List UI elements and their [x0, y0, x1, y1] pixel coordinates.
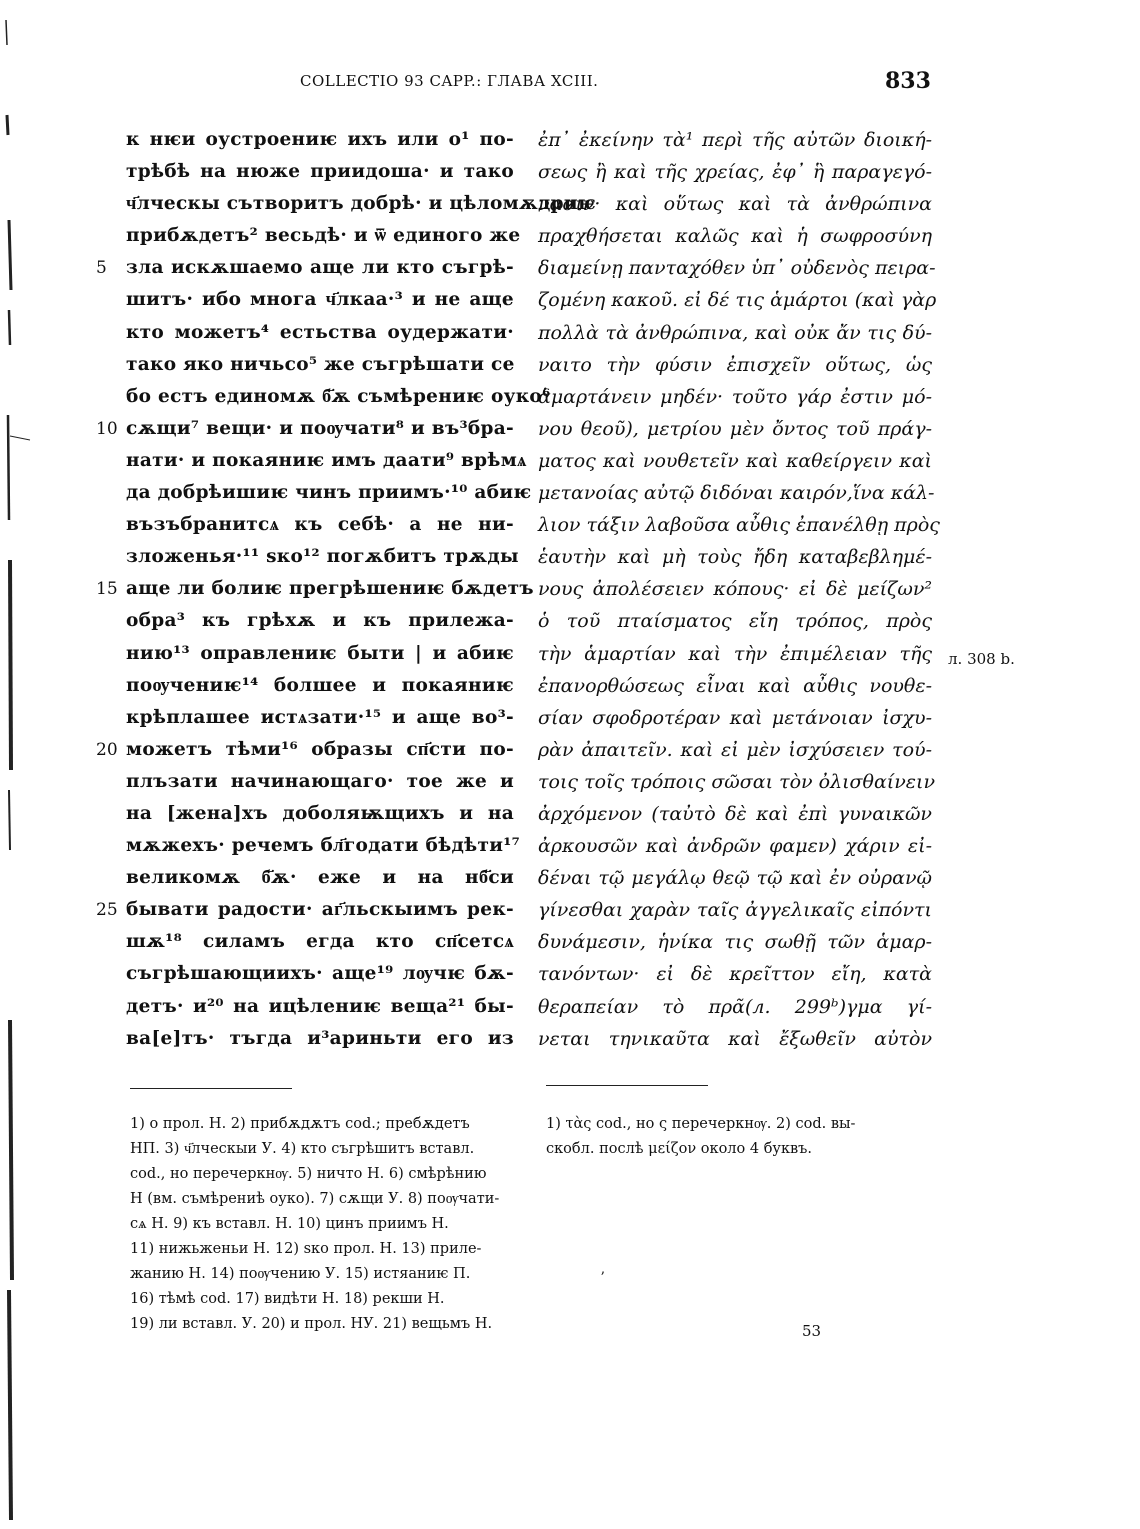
- slavonic-line: шитъ· ибо многа ч҃лкаа·³ и не аще: [126, 289, 514, 311]
- running-head: COLLECTIO 93 CAPP.: ГЛАВА XCIII.: [300, 72, 599, 90]
- slavonic-line: нию¹³ оправлениѥ быти | и абиѥ: [126, 642, 514, 664]
- slavonic-line: крѣплашее истѧзати·¹⁵ и аще во³-: [126, 706, 514, 728]
- slavonic-line: трѣбѣ на нюже приидоша· и тако: [126, 161, 514, 183]
- footnote-line: жанию Н. 14) поѹчению У. 15) истяаниѥ П.: [130, 1266, 471, 1282]
- greek-line: δυνάμεσιν, ἡνίκα τις σωθῇ τῶν ἁμαρ-: [538, 931, 932, 954]
- footnote-rule-left: [130, 1088, 292, 1089]
- footnote-line: сѧ Н. 9) къ вставл. Н. 10) цинъ приимъ Н.: [130, 1216, 449, 1232]
- greek-line: δέναι τῷ μεγάλῳ θεῷ τῷ καὶ ἐν οὐρανῷ: [538, 867, 932, 890]
- footnote-line: 16) тѣмѣ cod. 17) видѣти Н. 18) рекши Н.: [130, 1291, 445, 1307]
- slavonic-line: съгрѣшающиихъ· аще¹⁹ лѹчѥ бѫ-: [126, 963, 514, 985]
- footnotes-left: [130, 1112, 516, 1337]
- slavonic-line: кто можетъ⁴ естьства оудержати·: [126, 321, 514, 343]
- greek-line: νους ἀπολέσειεν κόπους· εἰ δὲ μείζων²: [538, 578, 932, 601]
- margin-folio-note: л. 308 b.: [948, 650, 1015, 668]
- slavonic-column: [126, 124, 596, 1055]
- footnote-line: скобл. послѣ μείζον около 4 буквъ.: [546, 1141, 813, 1157]
- greek-line: διαμείνῃ πανταχόθεν ὑπ᾽ οὐδενὸς πειρα-: [538, 257, 936, 280]
- slavonic-line: ва[е]тъ· тъгда и³ариньти его из: [126, 1027, 514, 1049]
- footnote-line: 19) ли вставл. У. 20) и прол. НУ. 21) вещьмъ Н.: [130, 1316, 493, 1332]
- slavonic-line: бывати радости· аг҃льскыимъ рек-: [126, 899, 514, 921]
- slavonic-line: детъ· и²⁰ на ицѣлениѥ веща²¹ бы-: [126, 995, 514, 1017]
- greek-line: ναιτο τὴν φύσιν ἐπισχεῖν οὕτως, ὡς: [538, 353, 932, 376]
- footnote-line: Н (вм. съмѣрениѣ оуко). 7) сѫщи У. 8) поѹчати-: [130, 1191, 500, 1207]
- greek-line: νεται τηνικαῦτα καὶ ἔξωθεῖν αὐτὸν: [538, 1027, 932, 1050]
- line-number: 25: [96, 900, 118, 920]
- greek-line: λιον τάξιν λαβοῦσα αὖθις ἐπανέλθῃ πρὸς: [538, 514, 940, 537]
- slavonic-line: можетъ тѣми¹⁶ образы сп҃сти по-: [126, 738, 514, 760]
- slavonic-line: зложенья·¹¹ ѕко¹² погѫбитъ трѫды: [126, 546, 519, 568]
- slavonic-line: зла искѫшаемо аще ли кто съгрѣ-: [126, 257, 514, 279]
- ink-speck: ʼ: [600, 1270, 605, 1286]
- slavonic-line: нати· и покаяниѥ имъ даати⁹ врѣмѧ: [126, 449, 527, 471]
- slavonic-line: сѫщи⁷ вещи· и поѹчати⁸ и въ³бра-: [126, 417, 514, 439]
- greek-line: ἐπ᾽ ἐκείνην τὰ¹ περὶ τῆς αὐτῶν διοική-: [538, 129, 932, 151]
- slavonic-line: аще ли болиѥ прегрѣшениѥ бѫдетъ: [126, 578, 534, 600]
- scan-edge-marks: [0, 0, 30, 1529]
- line-number: 15: [96, 579, 118, 599]
- greek-line: ὁ τοῦ πταίσματος εἴη τρόπος, πρὸς: [538, 610, 932, 633]
- greek-line: σεως ἢ καὶ τῆς χρείας, ἐφ᾽ ἣ παραγεγό-: [538, 161, 932, 184]
- slavonic-line: тако яко ничьсо⁵ же съгрѣшати се: [126, 353, 515, 375]
- greek-line: θεραπείαν τὸ πρᾶ(л. 299ᵇ)γμα γί-: [538, 995, 932, 1018]
- slavonic-line: възъбранитсѧ къ себѣ· а не ни-: [126, 514, 514, 536]
- slavonic-line: к нѥи оустроениѥ ихъ или о¹ по-: [126, 129, 514, 150]
- greek-line: πραχθήσεται καλῶς καὶ ἡ σωφροσύνη: [538, 225, 932, 248]
- greek-line: ματος καὶ νουθετεῖν καὶ καθείργειν καὶ: [538, 449, 932, 472]
- footnote-line: 1) τὰς cod., но ς перечеркнѹ. 2) cod. вы-: [546, 1116, 856, 1132]
- greek-line: ἑαυτὴν καὶ μὴ τοὺς ἤδη καταβεβλημέ-: [538, 546, 932, 569]
- line-number: 20: [96, 740, 118, 760]
- greek-line: ρὰν ἀπαιτεῖν. καὶ εἰ μὲν ἰσχύσειεν τού-: [538, 738, 932, 761]
- greek-line: ἀρκουσῶν καὶ ἀνδρῶν φαμεν) χάριν εἰ-: [538, 835, 932, 858]
- greek-line: τοις τοῖς τρόποις σῶσαι τὸν ὀλισθαίνειν: [538, 770, 935, 793]
- footnotes-right: [546, 1112, 934, 1162]
- greek-line: ἀρχόμενον (ταὐτὸ δὲ καὶ ἐπὶ γυναικῶν: [538, 802, 932, 825]
- footnote-line: 1) о прол. Н. 2) прибѫдѫтъ cod.; пребѫдетъ: [130, 1116, 470, 1132]
- greek-line: ζομένη κακοῦ. εἰ δέ τις ἁμάρτοι (καὶ γὰρ: [538, 289, 937, 312]
- line-number: 5: [96, 258, 107, 278]
- greek-line: πολλὰ τὰ ἀνθρώπινα, καὶ οὐκ ἄν τις δύ-: [538, 321, 932, 344]
- greek-line: ἁμαρτάνειν μηδέν· τοῦτο γάρ ἐστιν μό-: [538, 385, 932, 408]
- footnote-line: cod., но перечеркнѹ. 5) ничто Н. 6) смѣрѣнию: [130, 1166, 487, 1182]
- footnote-line: 11) нижьженьи Н. 12) ѕко прол. Н. 13) прилe-: [130, 1241, 482, 1257]
- footnote-rule-right: [546, 1085, 708, 1086]
- greek-line: νου θεοῦ), μετρίου μὲν ὄντος τοῦ πράγ-: [538, 417, 932, 440]
- slavonic-line: поѹчениѥ¹⁴ болшее и покаяниѥ: [126, 674, 514, 696]
- slavonic-line: ч҃лческы сътворитъ добрѣ· и цѣломѫдриѥ: [126, 193, 596, 215]
- slavonic-line: на [жена]хъ доболяѭщихъ и на: [126, 802, 514, 824]
- slavonic-line: мѫжехъ· речемъ бл҃годати бѣдѣти¹⁷: [126, 835, 521, 857]
- line-number: 10: [96, 419, 118, 439]
- slavonic-line: прибѫдетъ² весьдѣ· и ѿ единого же: [126, 225, 521, 247]
- greek-line: τανόντων· εἰ δὲ κρεῖττον εἴη, κατὰ: [538, 963, 932, 986]
- greek-line: σίαν σφοδροτέραν καὶ μετάνοιαν ἰσχυ-: [538, 706, 932, 729]
- greek-line: ἐπανορθώσεως εἶναι καὶ αὖθις νουθε-: [538, 674, 932, 697]
- signature-mark: 53: [802, 1322, 822, 1340]
- greek-line: μετανοίας αὐτῷ διδόναι καιρόν,ἵνα κάλ-: [538, 482, 935, 505]
- slavonic-line: да добрѣишиѥ чинъ приимъ·¹⁰ абиѥ: [126, 482, 532, 504]
- slavonic-line: великомѫ б҃ѫ· еже и на нб҃си: [126, 867, 514, 889]
- greek-line: τὴν ἁμαρτίαν καὶ τὴν ἐπιμέλειαν τῆς: [538, 642, 932, 665]
- slavonic-line: плъзати начинающаго· тое же и: [126, 770, 514, 792]
- greek-line: νασιν· καὶ οὕτως καὶ τὰ ἀνθρώπινα: [538, 193, 932, 216]
- footnote-line: НП. 3) ч҃лческыи У. 4) кто съгрѣшитъ вставл.: [130, 1141, 475, 1157]
- greek-line: γίνεσθαι χαρὰν ταῖς ἀγγελικαῖς εἰπόντι: [538, 899, 932, 922]
- slavonic-line: обра³ къ грѣхѫ и къ прилежа-: [126, 610, 514, 632]
- slavonic-line: шѫ¹⁸ силамъ егда кто сп҃сетсѧ: [126, 931, 514, 953]
- greek-column: [538, 124, 940, 1055]
- page-number: 833: [885, 68, 931, 94]
- slavonic-line: бо естъ единомѫ б҃ѫ съмѣрениѥ оуко⁶: [126, 385, 551, 407]
